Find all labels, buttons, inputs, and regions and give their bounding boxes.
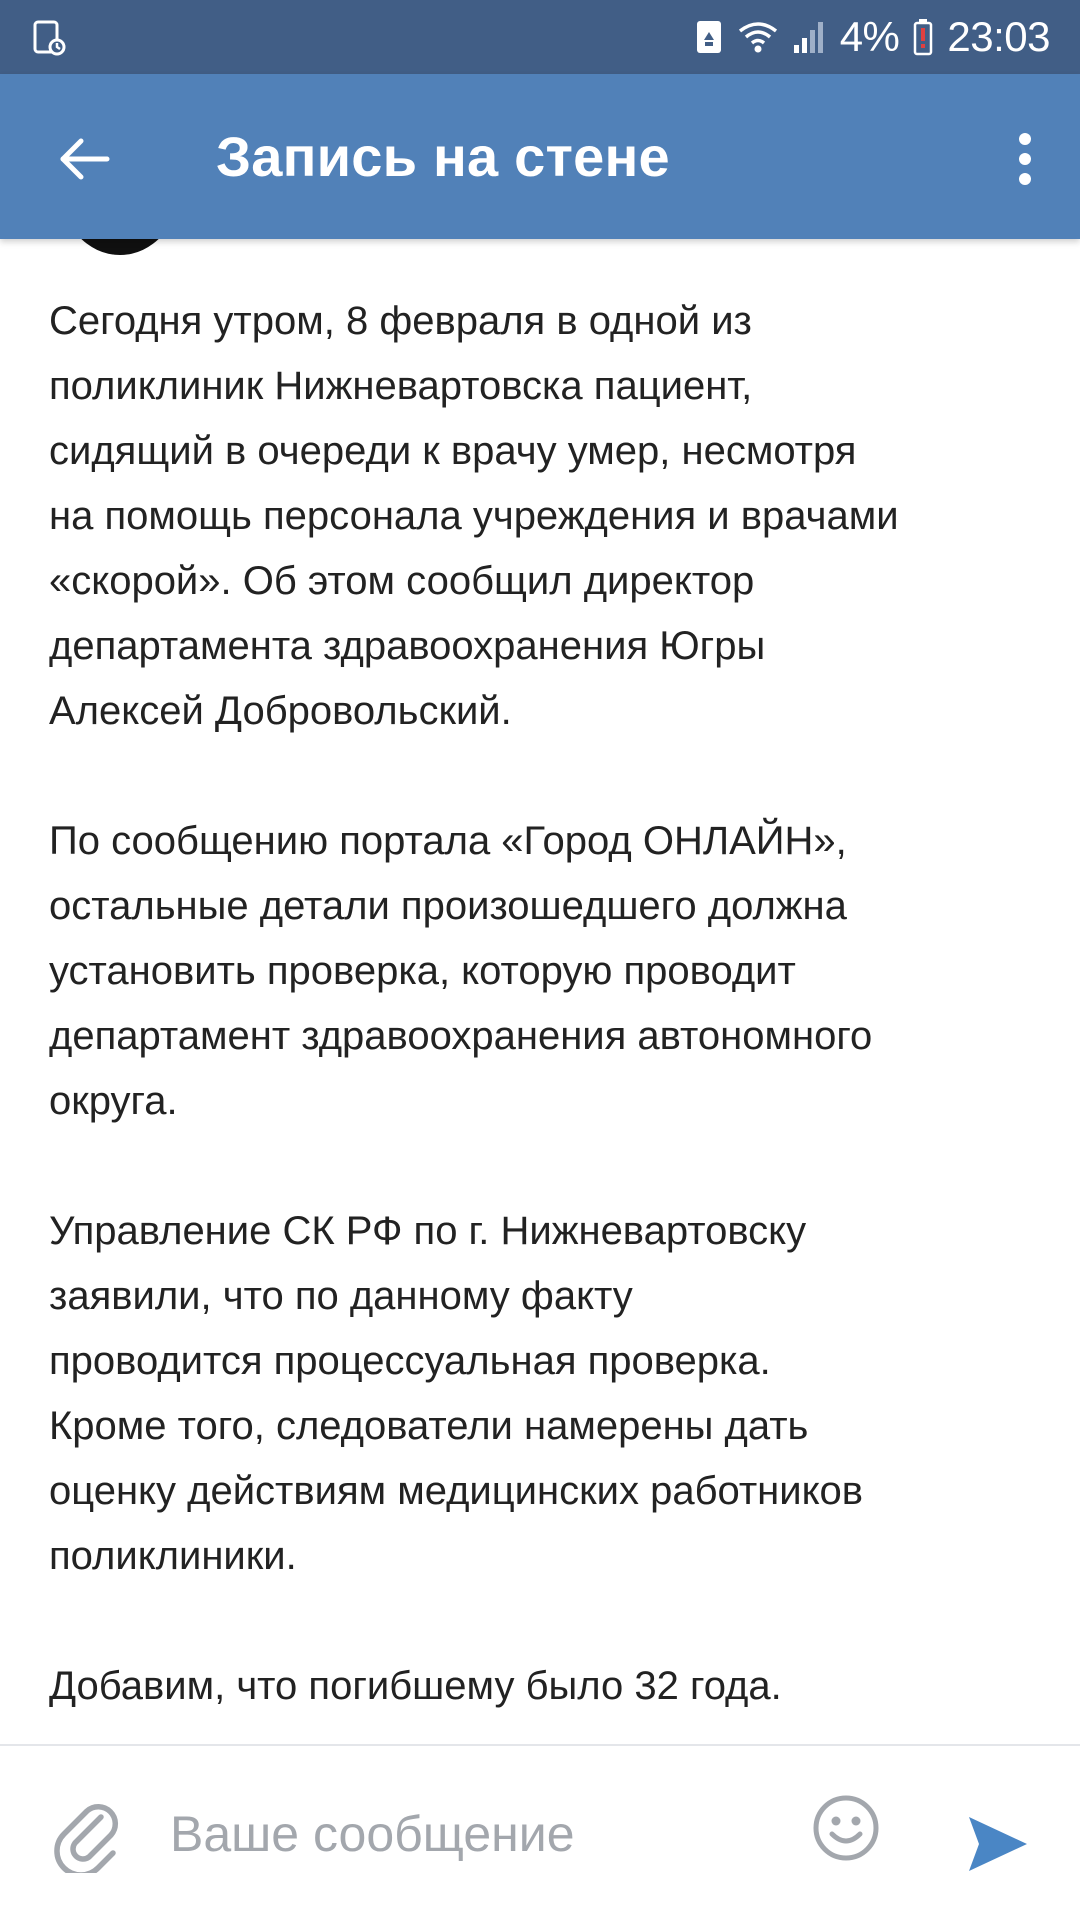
send-button[interactable] xyxy=(960,1806,1036,1882)
clock: 23:03 xyxy=(947,13,1050,60)
paperclip-icon xyxy=(51,1793,121,1873)
back-button[interactable] xyxy=(40,114,130,204)
more-options-button[interactable] xyxy=(990,114,1060,204)
status-bar xyxy=(0,0,1080,74)
toolbar xyxy=(0,74,1080,239)
post-text xyxy=(49,289,1049,1744)
recycle-notification-icon xyxy=(694,18,724,56)
page-title: Запись на стене xyxy=(216,125,670,188)
post-content xyxy=(0,239,1080,1744)
wifi-icon xyxy=(738,19,778,55)
battery-low-icon xyxy=(913,18,933,56)
arrow-left-icon xyxy=(59,137,111,181)
cellular-signal-icon xyxy=(792,19,826,55)
post-paragraph: Управление СК РФ по г. Нижневартовску заявили, что по данному факту проводится процессуальная проверка. Кроме того, следователи намерены дать оценку действиям медицинских работников поликлиники. xyxy=(49,1209,864,1578)
send-icon xyxy=(965,1811,1031,1877)
screenshot-notification-icon xyxy=(30,18,70,58)
attach-button[interactable] xyxy=(46,1788,126,1878)
battery-percent: 4% xyxy=(839,13,900,60)
post-paragraph: Добавим, что погибшему было 32 года. xyxy=(49,1664,782,1708)
message-input[interactable] xyxy=(170,1786,770,1882)
smiley-icon xyxy=(812,1794,880,1862)
more-vertical-icon xyxy=(1018,133,1032,185)
post-paragraph: Сегодня утром, 8 февраля в одной из поликлиник Нижневартовска пациент, сидящий в очереди к врачу умер, несмотря на помощь персонала учреждения и врачами «скорой». Об этом сообщил директор департамента здравоохранения Югры Алексей Добровольский. xyxy=(49,299,899,733)
message-composer xyxy=(0,1744,1080,1920)
emoji-button[interactable] xyxy=(808,1790,884,1866)
status-icons xyxy=(694,0,1050,74)
post-paragraph: По сообщению портала «Город ОНЛАЙН», остальные детали произошедшего должна установить проверка, которую проводит департамент здравоохранения автономного округа. xyxy=(49,819,873,1123)
avatar[interactable] xyxy=(60,239,180,255)
